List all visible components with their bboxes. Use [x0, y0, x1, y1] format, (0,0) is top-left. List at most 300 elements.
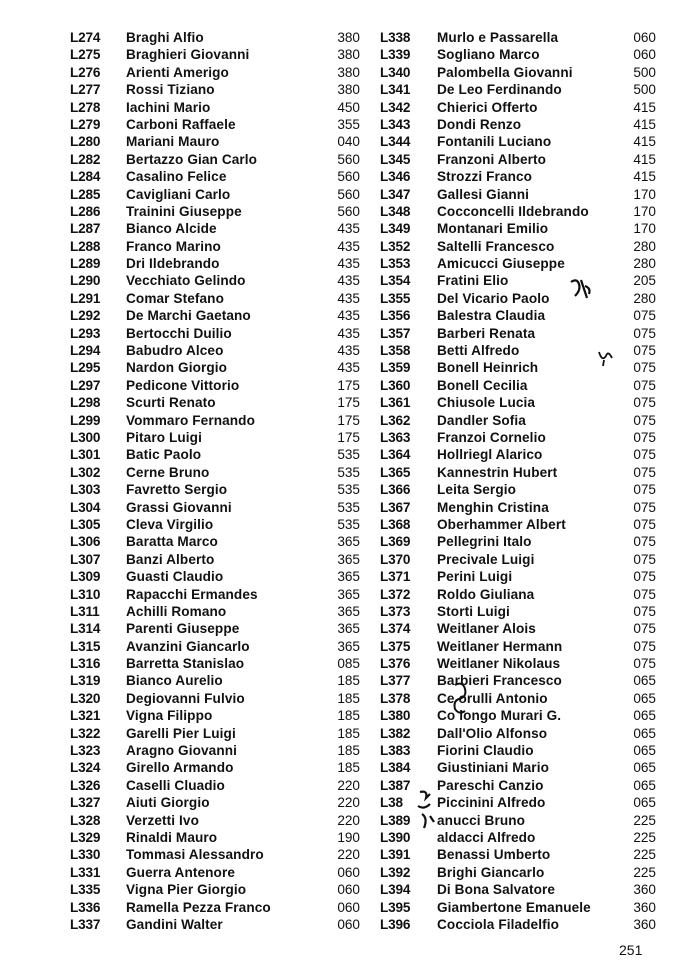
entry-name: Balestra Claudia [437, 308, 546, 324]
list-row [70, 829, 360, 846]
entry-code: L335 [70, 882, 101, 898]
entry-name: Garelli Pier Luigi [126, 725, 236, 741]
list-row [380, 412, 656, 429]
entry-value: 065 [633, 673, 656, 689]
entry-value: 075 [633, 551, 656, 567]
entry-name: Guasti Claudio [126, 569, 224, 585]
entry-value: 075 [633, 603, 656, 619]
list-row [380, 672, 656, 689]
entry-name: Bertazzo Gian Carlo [126, 151, 258, 167]
entry-code: L347 [380, 186, 411, 202]
entry-code: L329 [70, 829, 101, 845]
entry-code: L319 [70, 673, 101, 689]
entry-value: 075 [633, 586, 656, 602]
entry-code: L279 [70, 116, 101, 132]
entry-name: Batic Paolo [126, 447, 202, 463]
entry-value: 435 [337, 360, 360, 376]
entry-value: 075 [633, 464, 656, 480]
entry-code: L359 [380, 360, 411, 376]
entry-name: Franzoi Cornelio [437, 429, 546, 445]
entry-code: L369 [380, 534, 411, 550]
entry-name: Dondi Renzo [437, 116, 522, 132]
entry-value: 280 [633, 256, 656, 272]
list-row [70, 620, 360, 637]
entry-name: anucci Bruno [437, 812, 526, 828]
list-row [70, 777, 360, 794]
entry-value: 435 [337, 343, 360, 359]
entry-value: 060 [633, 30, 656, 45]
entry-value: 380 [337, 30, 360, 45]
entry-name: Vecchiato Gelindo [126, 273, 246, 289]
entry-value: 075 [633, 360, 656, 376]
list-row [380, 603, 656, 620]
entry-code: L285 [70, 186, 101, 202]
entry-name: Fontanili Luciano [437, 134, 552, 150]
left-column [70, 29, 360, 933]
entry-code: L290 [70, 273, 101, 289]
entry-name: Parenti Giuseppe [126, 621, 240, 637]
entry-value: 415 [633, 99, 656, 115]
entry-value: 185 [337, 725, 360, 741]
list-row [380, 307, 656, 324]
entry-value: 175 [337, 395, 360, 411]
entry-name: Barberi Renata [437, 325, 536, 341]
list-row [380, 881, 656, 898]
entry-name: Cocciola Filadelfio [437, 916, 560, 932]
entry-name: Favretto Sergio [126, 482, 228, 498]
entry-value: 060 [633, 47, 656, 63]
entry-code: L361 [380, 395, 411, 411]
entry-value: 380 [337, 47, 360, 63]
entry-code: L370 [380, 551, 411, 567]
entry-name: Cocconcelli Ildebrando [437, 203, 589, 219]
entry-code: L315 [70, 638, 101, 654]
list-row [380, 133, 656, 150]
entry-value: 075 [633, 569, 656, 585]
entry-name: Trainini Giuseppe [126, 203, 242, 219]
list-row [70, 690, 360, 707]
entry-name: Barretta Stanislao [126, 656, 245, 672]
entry-value: 360 [633, 882, 656, 898]
entry-code: L384 [380, 760, 411, 776]
entry-name: aldacci Alfredo [437, 829, 536, 845]
list-row [380, 620, 656, 637]
entry-name: Vommaro Fernando [126, 412, 255, 428]
list-row [70, 290, 360, 307]
list-row [70, 725, 360, 742]
entry-code: L316 [70, 656, 101, 672]
entry-name: Strozzi Franco [437, 169, 533, 185]
entry-name: Bertocchi Duilio [126, 325, 232, 341]
list-row [70, 394, 360, 411]
list-row [70, 429, 360, 446]
entry-name: Vigna Filippo [126, 708, 213, 724]
entry-code: L324 [70, 760, 101, 776]
entry-name: Giambertone Emanuele [437, 899, 591, 915]
entry-value: 185 [337, 760, 360, 776]
entry-value: 225 [633, 812, 656, 828]
list-row [380, 464, 656, 481]
entry-value: 060 [337, 882, 360, 898]
list-row [380, 759, 656, 776]
entry-value: 185 [337, 708, 360, 724]
list-row [70, 446, 360, 463]
list-row [380, 516, 656, 533]
list-row [380, 377, 656, 394]
entry-value: 435 [337, 256, 360, 272]
entry-name: Pareschi Canzio [437, 777, 544, 793]
entry-name: Cerne Bruno [126, 464, 210, 480]
list-row [70, 46, 360, 63]
entry-code: L300 [70, 429, 101, 445]
list-row [380, 742, 656, 759]
entry-code: L280 [70, 134, 101, 150]
entry-code: L357 [380, 325, 411, 341]
entry-name: Cavigliani Carlo [126, 186, 231, 202]
entry-value: 435 [337, 238, 360, 254]
list-row [380, 568, 656, 585]
list-row [70, 742, 360, 759]
entry-name: Baratta Marco [126, 534, 218, 550]
entry-name: Barbieri Francesco [437, 673, 562, 689]
entry-value: 500 [633, 82, 656, 98]
entry-value: 360 [633, 899, 656, 915]
list-row [70, 899, 360, 916]
entry-code: L277 [70, 82, 101, 98]
list-row [380, 481, 656, 498]
entry-value: 380 [337, 64, 360, 80]
list-row [70, 151, 360, 168]
entry-name: Perini Luigi [437, 569, 513, 585]
entry-value: 040 [337, 134, 360, 150]
entry-code: L360 [380, 377, 411, 393]
entry-code: L309 [70, 569, 101, 585]
list-row [70, 759, 360, 776]
entry-name: Palombella Giovanni [437, 64, 573, 80]
list-row [70, 864, 360, 881]
entry-name: Braghieri Giovanni [126, 47, 250, 63]
entry-code: L311 [70, 603, 100, 619]
entry-name: Weitlaner Alois [437, 621, 536, 637]
list-row [70, 846, 360, 863]
list-row [70, 672, 360, 689]
entry-code: L340 [380, 64, 411, 80]
entry-name: Aragno Giovanni [126, 743, 238, 759]
list-row [70, 238, 360, 255]
entry-value: 535 [337, 482, 360, 498]
list-row [70, 516, 360, 533]
entry-name: Roldo Giuliana [437, 586, 535, 602]
list-row [380, 655, 656, 672]
entry-name: Bonell Heinrich [437, 360, 539, 376]
entry-code: L320 [70, 690, 101, 706]
entry-name: Braghi Alfio [126, 30, 204, 45]
list-row [380, 186, 656, 203]
entry-name: Piccinini Alfredo [437, 795, 546, 811]
list-row [380, 238, 656, 255]
entry-value: 415 [633, 116, 656, 132]
entry-value: 065 [633, 777, 656, 793]
entry-value: 220 [337, 795, 360, 811]
entry-value: 075 [633, 482, 656, 498]
list-row [380, 586, 656, 603]
entry-name: Mariani Mauro [126, 134, 220, 150]
entry-code: L328 [70, 812, 101, 828]
entry-code: L287 [70, 221, 101, 237]
entry-value: 280 [633, 238, 656, 254]
entry-name: De Marchi Gaetano [126, 308, 251, 324]
entry-value: 365 [337, 569, 360, 585]
entry-value: 075 [633, 499, 656, 515]
entry-code: L390 [380, 829, 411, 845]
entry-code: L314 [70, 621, 101, 637]
entry-value: 365 [337, 621, 360, 637]
entry-code: L377 [380, 673, 411, 689]
entry-value: 075 [633, 534, 656, 550]
entry-name: Murlo e Passarella [437, 30, 559, 45]
entry-code: L371 [380, 569, 411, 585]
list-row [70, 638, 360, 655]
entry-value: 075 [633, 325, 656, 341]
entry-name: Kannestrin Hubert [437, 464, 558, 480]
entry-value: 060 [337, 916, 360, 932]
list-row [70, 916, 360, 933]
entry-value: 535 [337, 516, 360, 532]
entry-value: 060 [337, 864, 360, 880]
entry-name: Rossi Tiziano [126, 82, 215, 98]
entry-value: 365 [337, 603, 360, 619]
entry-value: 380 [337, 82, 360, 98]
entry-name: Franzoni Alberto [437, 151, 547, 167]
entry-name: Benassi Umberto [437, 847, 551, 863]
list-row [380, 81, 656, 98]
entry-code: L274 [70, 30, 101, 45]
entry-name: Bianco Alcide [126, 221, 217, 237]
list-row [70, 533, 360, 550]
entry-code: L297 [70, 377, 101, 393]
entry-code: L368 [380, 516, 411, 532]
entry-code: L374 [380, 621, 411, 637]
list-row [70, 794, 360, 811]
entry-name: Amicucci Giuseppe [437, 256, 565, 272]
entry-code: L339 [380, 47, 411, 63]
entry-name: Ce orulli Antonio [437, 690, 548, 706]
list-row [70, 81, 360, 98]
entry-name: Chierici Offerto [437, 99, 538, 115]
list-row [70, 168, 360, 185]
list-row [70, 603, 360, 620]
entry-value: 435 [337, 221, 360, 237]
entry-code: L376 [380, 656, 411, 672]
entry-name: Pedicone Vittorio [126, 377, 240, 393]
entry-code: L294 [70, 343, 101, 359]
entry-code: L299 [70, 412, 101, 428]
entry-name: Co longo Murari G. [437, 708, 562, 724]
entry-code: L341 [380, 82, 411, 98]
entry-name: Weitlaner Hermann [437, 638, 563, 654]
entry-value: 170 [633, 186, 656, 202]
entry-value: 185 [337, 673, 360, 689]
list-row [380, 272, 656, 289]
entry-code: L394 [380, 882, 411, 898]
entry-value: 190 [337, 829, 360, 845]
entry-code: L276 [70, 64, 101, 80]
entry-name: Storti Luigi [437, 603, 510, 619]
entry-name: Bonell Cecilia [437, 377, 528, 393]
list-row [70, 551, 360, 568]
entry-code: L382 [380, 725, 411, 741]
entry-name: Dri Ildebrando [126, 256, 220, 272]
entry-code: L330 [70, 847, 101, 863]
list-row [70, 29, 360, 46]
entry-name: Sogliano Marco [437, 47, 540, 63]
list-row [70, 707, 360, 724]
entry-code: L365 [380, 464, 411, 480]
entry-code: L323 [70, 743, 101, 759]
entry-name: Degiovanni Fulvio [126, 690, 245, 706]
entry-value: 220 [337, 777, 360, 793]
list-row [70, 307, 360, 324]
list-row [380, 220, 656, 237]
entry-code: L367 [380, 499, 411, 515]
entry-name: Dandler Sofia [437, 412, 526, 428]
entry-code: L372 [380, 586, 411, 602]
list-row [380, 533, 656, 550]
entry-code: L343 [380, 116, 411, 132]
entry-code: L326 [70, 777, 101, 793]
list-row [70, 586, 360, 603]
entry-value: 280 [633, 290, 656, 306]
entry-code: L349 [380, 221, 411, 237]
entry-name: Avanzini Giancarlo [126, 638, 250, 654]
list-row [380, 846, 656, 863]
entry-value: 560 [337, 203, 360, 219]
entry-name: Iachini Mario [126, 99, 211, 115]
entry-name: Caselli Cluadio [126, 777, 225, 793]
entry-code: L293 [70, 325, 101, 341]
entry-code: L396 [380, 916, 411, 932]
entry-code: L391 [380, 847, 411, 863]
entry-code: L352 [380, 238, 411, 254]
entry-code: L301 [70, 447, 101, 463]
list-row [380, 29, 656, 46]
entry-code: L337 [70, 916, 101, 932]
entry-code: L342 [380, 99, 411, 115]
entry-code: L288 [70, 238, 101, 254]
list-row [70, 272, 360, 289]
entry-name: Fratini Elio [437, 273, 509, 289]
entry-name: Rapacchi Ermandes [126, 586, 258, 602]
entry-value: 075 [633, 395, 656, 411]
entry-value: 535 [337, 447, 360, 463]
entry-name: Guerra Antenore [126, 864, 236, 880]
entry-value: 075 [633, 656, 656, 672]
list-row [70, 655, 360, 672]
entry-value: 435 [337, 273, 360, 289]
entry-value: 075 [633, 308, 656, 324]
entry-name: Betti Alfredo [437, 343, 520, 359]
entry-code: L362 [380, 412, 411, 428]
entry-value: 415 [633, 151, 656, 167]
list-row [70, 412, 360, 429]
entry-code: L354 [380, 273, 411, 289]
entry-value: 450 [337, 99, 360, 115]
list-row [380, 151, 656, 168]
entry-value: 185 [337, 743, 360, 759]
list-row [70, 342, 360, 359]
entry-value: 560 [337, 169, 360, 185]
entry-name: Montanari Emilio [437, 221, 549, 237]
list-row [380, 725, 656, 742]
list-row [380, 116, 656, 133]
entry-name: Dall'Olio Alfonso [437, 725, 548, 741]
entry-value: 075 [633, 638, 656, 654]
entry-value: 065 [633, 795, 656, 811]
entry-value: 225 [633, 864, 656, 880]
entry-code: L302 [70, 464, 101, 480]
entry-name: Girello Armando [126, 760, 234, 776]
entry-code: L344 [380, 134, 411, 150]
entry-value: 085 [337, 656, 360, 672]
list-row [380, 168, 656, 185]
entry-value: 355 [337, 116, 360, 132]
entry-code: L387 [380, 777, 411, 793]
entry-value: 560 [337, 186, 360, 202]
entry-value: 075 [633, 412, 656, 428]
entry-name: Chiusole Lucia [437, 395, 536, 411]
list-row [70, 64, 360, 81]
entry-value: 535 [337, 499, 360, 515]
entry-name: Casalino Felice [126, 169, 227, 185]
page-number: 251 [619, 942, 643, 958]
entry-value: 365 [337, 586, 360, 602]
entry-code: L356 [380, 308, 411, 324]
entry-name: Pitaro Luigi [126, 429, 202, 445]
entry-code: L336 [70, 899, 101, 915]
entry-code: L358 [380, 343, 411, 359]
entry-value: 435 [337, 308, 360, 324]
list-row [380, 46, 656, 63]
entry-value: 415 [633, 134, 656, 150]
entry-value: 225 [633, 847, 656, 863]
list-row [70, 881, 360, 898]
entry-value: 065 [633, 743, 656, 759]
entry-code: L378 [380, 690, 411, 706]
entry-name: Rinaldi Mauro [126, 829, 218, 845]
entry-name: Menghin Cristina [437, 499, 549, 515]
entry-code: L286 [70, 203, 101, 219]
entry-value: 175 [337, 377, 360, 393]
entry-code: L345 [380, 151, 411, 167]
entry-name: Hollriegl Alarico [437, 447, 543, 463]
list-row [380, 446, 656, 463]
entry-value: 365 [337, 534, 360, 550]
list-row [70, 568, 360, 585]
entry-code: L331 [70, 864, 101, 880]
entry-value: 065 [633, 760, 656, 776]
entry-code: L338 [380, 30, 411, 45]
entry-code: L366 [380, 482, 411, 498]
entry-code: L383 [380, 743, 411, 759]
entry-code: L306 [70, 534, 101, 550]
entry-code: L353 [380, 256, 411, 272]
entry-code: L322 [70, 725, 101, 741]
list-row [70, 116, 360, 133]
entry-name: Nardon Giorgio [126, 360, 228, 376]
entry-value: 225 [633, 829, 656, 845]
entry-code: L310 [70, 586, 101, 602]
entry-name: Aiuti Giorgio [126, 795, 210, 811]
